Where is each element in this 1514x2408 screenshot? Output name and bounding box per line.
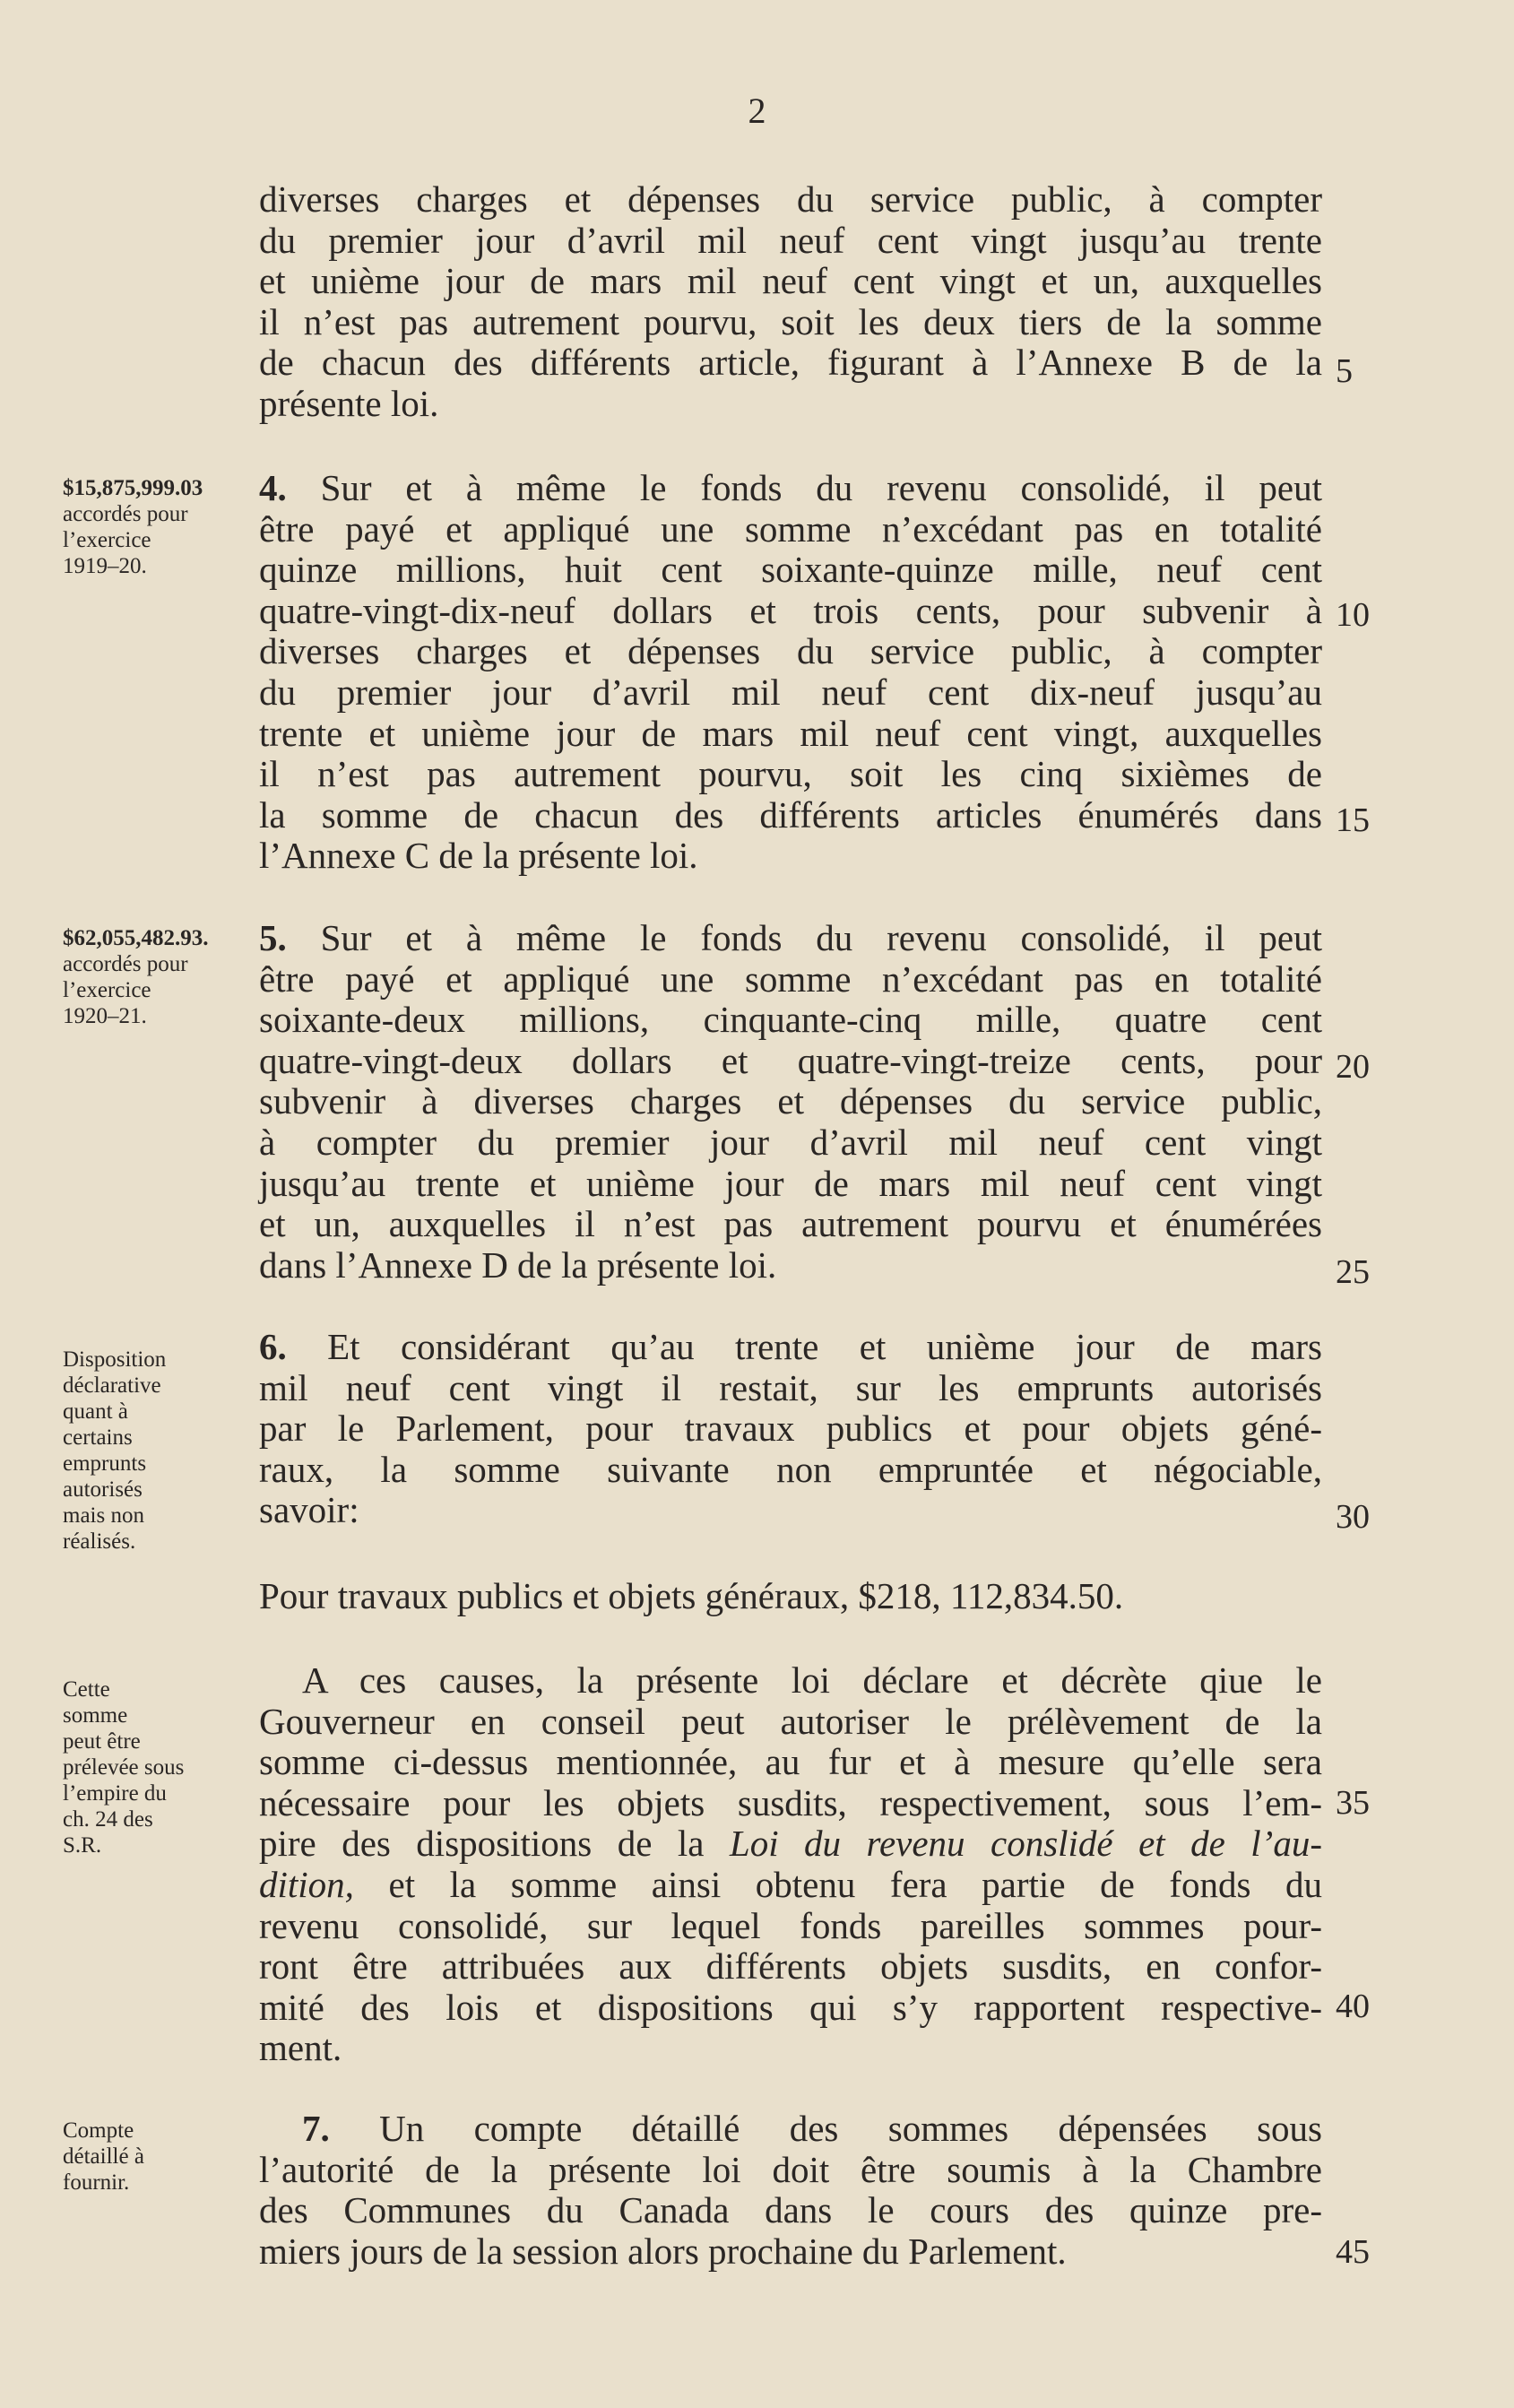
line-number-10: 10 xyxy=(1336,596,1370,634)
text-line: du premier jour d’avril mil neuf cent vingt jusqu’au trente xyxy=(259,219,1322,261)
margin-note-compte xyxy=(63,2118,242,2196)
text-fragment: pire des dispositions de la xyxy=(259,1823,730,1865)
margin-note-line: l’empire du xyxy=(63,1781,167,1806)
text-line: être payé et appliqué une somme n’excédant pas en totalité xyxy=(259,507,1322,550)
margin-note-line: accordés pour xyxy=(63,502,188,526)
text-line: nécessaire pour les objets susdits, respectivement, sous l’em- xyxy=(259,1781,1322,1823)
paragraph-continued xyxy=(259,179,1322,425)
margin-note-amount-1919 xyxy=(63,475,242,579)
margin-note-line: accordés pour xyxy=(63,952,188,976)
section-number: 5. xyxy=(259,917,287,958)
text-line: l’Annexe C de la présente loi. xyxy=(259,835,698,877)
text-line: et unième jour de mars mil neuf cent vingt et un, auxquelles xyxy=(259,260,1322,302)
margin-note-line: 1919–20. xyxy=(63,554,147,578)
line-number-40: 40 xyxy=(1336,1988,1370,2025)
text-line xyxy=(259,1823,1322,1865)
text-line: miers jours de la session alors prochaine du Parlement. xyxy=(259,2230,1067,2272)
text-line: du premier jour d’avril mil neuf cent dix-neuf jusqu’au xyxy=(259,671,1322,713)
text-line: quatre-vingt-deux dollars et quatre-vingt-treize cents, pour xyxy=(259,1039,1322,1081)
text-line: être payé et appliqué une somme n’excédant pas en totalité xyxy=(259,957,1322,1000)
margin-note-line: $15,875,999.03 xyxy=(63,476,203,500)
text-line: mité des lois et dispositions qui s’y rapportent respective- xyxy=(259,1986,1322,2028)
margin-note-line: mais non xyxy=(63,1503,144,1528)
text-line xyxy=(259,918,1322,959)
text-line xyxy=(259,2109,1322,2150)
text-line: la somme de chacun des différents articles énumérés dans xyxy=(259,793,1322,836)
text-line: l’autorité de la présente loi doit être soumis à la Chambre xyxy=(259,2148,1322,2190)
paragraph-section-7 xyxy=(259,2109,1322,2272)
text-fragment: Sur et à même le fonds du revenu consolidé, il peut xyxy=(286,917,1322,958)
margin-note-amount-1920 xyxy=(63,925,242,1029)
margin-note-line: l’exercice xyxy=(63,978,151,1002)
line-number-25: 25 xyxy=(1336,1253,1370,1291)
text-line: de chacun des différents article, figurant à l’Annexe B de la xyxy=(259,342,1322,384)
margin-note-line: quant à xyxy=(63,1399,128,1424)
text-line: présente loi. xyxy=(259,382,439,424)
margin-note-line: certains xyxy=(63,1425,133,1450)
text-line: par le Parlement, pour travaux publics et pour objets géné- xyxy=(259,1408,1322,1450)
line-number-20: 20 xyxy=(1336,1048,1370,1086)
margin-note-prelevee xyxy=(63,1676,242,1858)
line-number-35: 35 xyxy=(1336,1784,1370,1822)
text-line: il n’est pas autrement pourvu, soit les deux tiers de la somme xyxy=(259,300,1322,342)
margin-note-line: prélevée sous xyxy=(63,1755,185,1780)
paragraph-section-6 xyxy=(259,1327,1322,1531)
margin-note-line: réalisés. xyxy=(63,1529,136,1554)
margin-note-disposition xyxy=(63,1347,242,1555)
text-line: dans l’Annexe D de la présente loi. xyxy=(259,1243,777,1286)
margin-note-line: somme xyxy=(63,1703,128,1728)
margin-note-line: emprunts xyxy=(63,1451,147,1476)
line-number-15: 15 xyxy=(1336,801,1370,839)
text-line: A ces causes, la présente loi déclare et décrète qiue le xyxy=(302,1659,1322,1701)
text-line: jusqu’au trente et unième jour de mars mil neuf cent vingt xyxy=(259,1162,1322,1204)
line-number-5: 5 xyxy=(1336,352,1353,390)
margin-note-line: 1920–21. xyxy=(63,1004,147,1028)
text-line: ment. xyxy=(259,2027,342,2069)
margin-note-line: Disposition xyxy=(63,1347,167,1372)
paragraph-section-5 xyxy=(259,918,1322,1286)
text-line: ront être attribuées aux différents objets susdits, en confor- xyxy=(259,1945,1322,1988)
text-line xyxy=(259,468,1322,509)
text-line: quatre-vingt-dix-neuf dollars et trois cents, pour subvenir à xyxy=(259,589,1322,631)
text-line xyxy=(259,1865,1322,1906)
act-title-italic: Loi du revenu conslidé et de l’au- xyxy=(729,1823,1322,1865)
text-fragment: et la somme ainsi obtenu fera partie de fonds du xyxy=(353,1863,1322,1905)
text-line: des Communes du Canada dans le cours des quinze pre- xyxy=(259,2189,1322,2231)
margin-note-line: Compte xyxy=(63,2118,134,2143)
text-line: raux, la somme suivante non empruntée et négociable, xyxy=(259,1448,1322,1490)
margin-note-line: Cette xyxy=(63,1677,110,1702)
section-number: 6. xyxy=(259,1326,287,1367)
margin-note-line: fournir. xyxy=(63,2170,130,2195)
text-line: subvenir à diverses charges et dépenses du service public, xyxy=(259,1080,1322,1122)
margin-note-line: l’exercice xyxy=(63,528,151,552)
text-line: à compter du premier jour d’avril mil neuf cent vingt xyxy=(259,1121,1322,1163)
paragraph-causes xyxy=(259,1660,1322,2069)
text-line: diverses charges et dépenses du service public, à compter xyxy=(259,178,1322,220)
margin-note-line: autorisés xyxy=(63,1477,143,1502)
text-line: Gouverneur en conseil peut autoriser le prélèvement de la xyxy=(259,1700,1322,1742)
margin-note-line: ch. 24 des xyxy=(63,1807,153,1832)
text-fragment: Un compte détaillé des sommes dépensées sous xyxy=(329,2108,1322,2149)
text-line xyxy=(259,1327,1322,1368)
text-line: et un, auxquelles il n’est pas autrement pourvu et énumérées xyxy=(259,1203,1322,1245)
text-line: soixante-deux millions, cinquante-cinq mille, quatre cent xyxy=(259,999,1322,1041)
section-number: 7. xyxy=(302,2108,330,2149)
section-number: 4. xyxy=(259,467,287,508)
text-line: somme ci-dessus mentionnée, au fur et à mesure qu’elle sera xyxy=(259,1741,1322,1783)
line-number-30: 30 xyxy=(1336,1498,1370,1536)
margin-note-line: S.R. xyxy=(63,1833,102,1858)
text-fragment: Sur et à même le fonds du revenu consolidé, il peut xyxy=(286,467,1322,508)
paragraph-amount xyxy=(259,1576,1322,1617)
margin-note-line: détaillé à xyxy=(63,2144,144,2169)
margin-note-line: déclarative xyxy=(63,1373,161,1398)
text-line: trente et unième jour de mars mil neuf cent vingt, auxquelles xyxy=(259,712,1322,754)
text-line: Pour travaux publics et objets généraux, $218, 112,834.50. xyxy=(259,1575,1124,1616)
act-title-italic: dition, xyxy=(259,1863,354,1905)
text-line: mil neuf cent vingt il restait, sur les emprunts autorisés xyxy=(259,1366,1322,1408)
text-line: savoir: xyxy=(259,1489,359,1531)
text-fragment: Et considérant qu’au trente et unième jour de mars xyxy=(286,1326,1322,1367)
margin-note-line: $62,055,482.93. xyxy=(63,926,209,950)
margin-note-line: peut être xyxy=(63,1729,141,1754)
text-line: revenu consolidé, sur lequel fonds pareilles sommes pour- xyxy=(259,1904,1322,1946)
paragraph-section-4 xyxy=(259,468,1322,877)
line-number-45: 45 xyxy=(1336,2233,1370,2271)
page-number: 2 xyxy=(748,91,766,131)
text-line: diverses charges et dépenses du service public, à compter xyxy=(259,630,1322,672)
text-line: quinze millions, huit cent soixante-quinze mille, neuf cent xyxy=(259,549,1322,591)
text-line: il n’est pas autrement pourvu, soit les cinq sixièmes de xyxy=(259,753,1322,795)
